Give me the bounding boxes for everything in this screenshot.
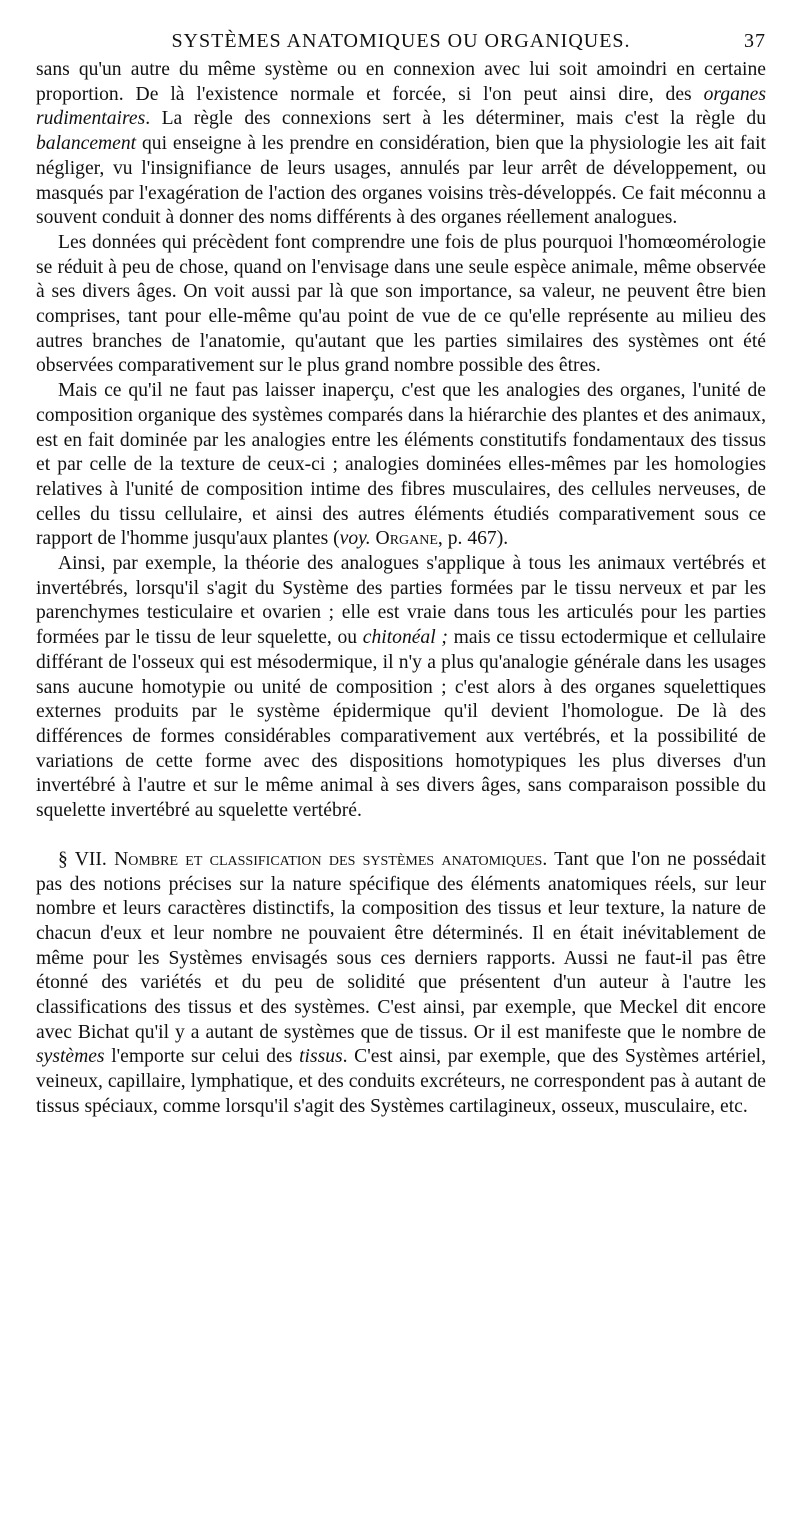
italic-term: systèmes [36, 1046, 105, 1068]
paragraph-homoeomerology [36, 231, 766, 379]
text-run: Ainsi, par exemple, la théorie des analogues s'applique à tous les animaux vertébrés et invertébrés, lorsqu'il s'agit du Système des parties formées par le tissu nerveux et par les parenchymes testiculaire et ovarien ; elle est vraie dans tous les articulés pour les parties formées par le tissu de leur squelette, ou [36, 553, 766, 649]
text-run: qui enseigne à les prendre en considération, bien que la physiologie les ait fait négliger, vu l'insignifiance de leurs usages, annulés par leur arrêt de développement, ou masqués par l'exagération de l'action des organes voisins très-développés. Ce fait méconnu a souvent conduit à donner des noms différents à des organes réellement analogues. [36, 133, 766, 229]
book-page [36, 30, 766, 1120]
section-mark: § VII. [58, 848, 107, 870]
page-number: 37 [744, 30, 766, 52]
text-run: Les données qui précèdent font comprendre une fois de plus pourquoi l'homœomérologie se réduit à peu de chose, quand on l'envisage dans une seule espèce animale, même observée à ses divers âges. On voit aussi par là que son importance, sa valeur, ne peuvent être bien comprises, tant pour elle-même qu'au point de vue de ce qu'elle représente au milieu des autres branches de l'anatomie, qu'autant que les parties similaires des systèmes ont été observées comparativement sur le plus grand nombre possible des êtres. [36, 231, 766, 377]
text-run: . C'est ainsi, par exemple, que des Systèmes artériel, veineux, capillaire, lymphatique, et des conduits excréteurs, ne correspondent pas à autant de tissus spéciaux, comme lorsqu'il s'agit des Systèmes cartilagineux, osseux, musculaire, etc. [36, 1046, 766, 1117]
italic-term: chitonéal ; [362, 627, 448, 649]
section-heading: Nombre et classification des systèmes anatomiques. [114, 848, 548, 870]
text-run: Tant que l'on ne possédait pas des notions précises sur la nature spécifique des éléments anatomiques réels, sur leur nombre et leurs caractères distinctifs, la composition des tissus et leur texture, la nature de chacun d'eux et leur nombre ne pouvaient être déterminés. Il en était inévitablement de même pour les Systèmes envisagés sous ces derniers rapports. Aussi ne faut-il pas être étonné des variétés et du peu de solidité que présentent d'un auteur à l'autre les classifications des tissus et des systèmes. C'est ainsi, par exemple, que Meckel dit encore avec Bichat qu'il y a autant de systèmes que de tissus. Or il est manifeste que le nombre de [36, 848, 766, 1043]
italic-term: tissus [299, 1046, 343, 1068]
running-head [36, 30, 766, 58]
paragraph-continuation [36, 58, 766, 231]
text-run: , p. 467). [437, 528, 509, 550]
cross-reference: Organe [375, 528, 438, 550]
italic-term: organes rudimentaires [36, 83, 766, 130]
italic-term: balancement [36, 133, 137, 155]
paragraph-analogies [36, 379, 766, 552]
section-vii-paragraph [36, 848, 766, 1120]
text-run: Mais ce qu'il ne faut pas laisser inaperçu, c'est que les analogies des organes, l'unité de composition organique des systèmes comparés dans la hiérarchie des plantes et des animaux, est en fait dominée par les analogies entre les éléments constitutifs fondamentaux des tissus et par celle de la texture de ceux-ci ; analogies dominées elles-mêmes par les homologies relatives à l'unité de composition intime des fibres musculaires, des cellules nerveuses, de celles du tissu cellulaire, et ainsi des autres éléments étudiés comparativement sous ce rapport de l'homme jusqu'aux plantes ( [36, 380, 766, 550]
italic-term: voy. [339, 528, 371, 550]
text-run: l'emporte sur celui des [104, 1046, 300, 1068]
running-title: SYSTÈMES ANATOMIQUES OU ORGANIQUES. [171, 30, 631, 52]
text-run: . La règle des connexions sert à les déterminer, mais c'est la règle du [145, 108, 766, 130]
body-text [36, 58, 766, 1120]
text-run: mais ce tissu ectodermique et cellulaire différant de l'osseux qui est mésodermique, il n'y a plus qu'analogie générale dans les usages sans aucune homotypie ou unité de composition ; c'est alors à des organes squelettiques externes produits par le système épidermique qu'il devient l'homologue. De là des différences de formes considérables comparativement aux vertébrés, et la possibilité de variations de cette forme avec des dispositions homotypiques les plus diverses d'un invertébré à l'autre et sur le même animal à ses divers âges, sans comparaison possible du squelette invertébré au squelette vertébré. [36, 627, 766, 822]
paragraph-theory-of-analogues [36, 552, 766, 824]
text-run: sans qu'un autre du même système ou en connexion avec lui soit amoindri en certaine proportion. De là l'existence normale et forcée, si l'on peut ainsi dire, des [36, 59, 766, 105]
